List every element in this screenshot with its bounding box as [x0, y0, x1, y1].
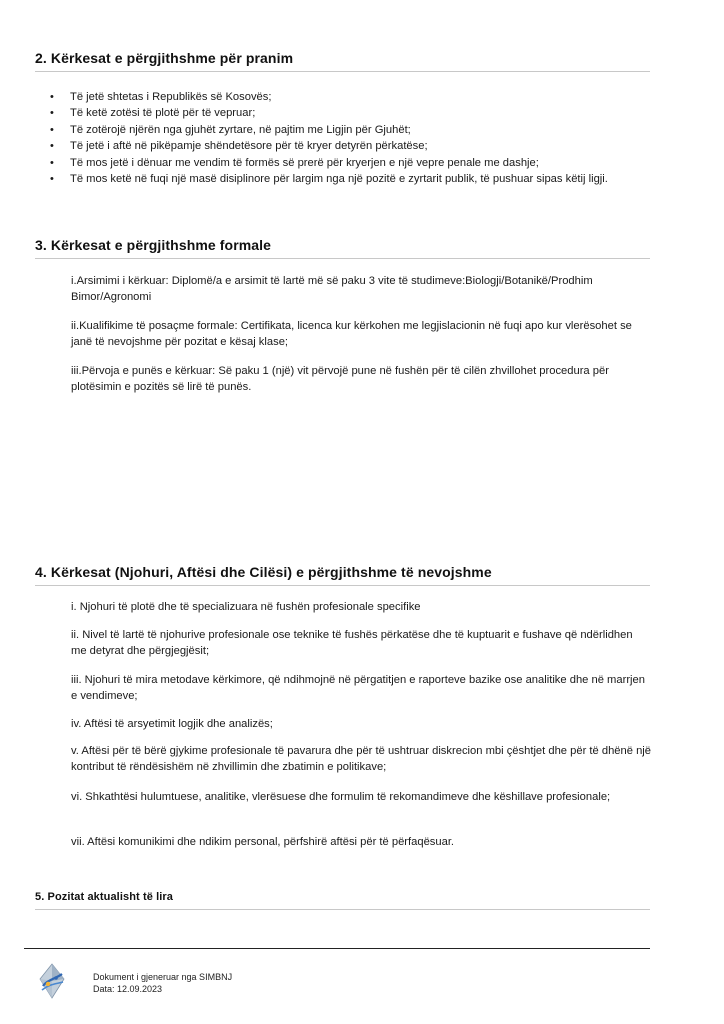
footer-divider — [24, 948, 650, 949]
footer-generated-by: Dokument i gjeneruar nga SIMBNJ — [93, 972, 233, 982]
section-4-para-4: iv. Aftësi të arsyetimit logjik dhe analizës; — [71, 718, 273, 730]
section-3-title: 3. Kërkesat e përgjithshme formale — [35, 237, 650, 259]
section-4-para-2: ii. Nivel të lartë të njohurive profesionale ose teknike të fushës përkatëse dhe të kuptuarit e fushave që ndërlidhen me detyrat dhe përgjegjësit; — [71, 629, 633, 657]
list-item: • Të jetë i aftë në pikëpamje shëndetësore për të kryer detyrën përkatëse; — [50, 138, 650, 154]
section-3-para-3: iii.Përvoja e punës e kërkuar: Së paku 1 (një) vit përvojë pune në fushën për të cilën zhvillohet procedura për plotësimin e pozitës së lirë të punës. — [71, 365, 609, 393]
section-2-title: 2. Kërkesat e përgjithshme për pranim — [35, 50, 650, 72]
section-4-para-3: iii. Njohuri të mira metodave kërkimore, që ndihmojnë në përgatitjen e raporteve bazike ose analitike dhe në marrjen e vendimeve; — [71, 674, 645, 702]
section-3-para-1: i.Arsimimi i kërkuar: Diplomë/a e arsimit të lartë më së paku 3 vite të studimeve:Biologji/Botanikë/Prodhim Bimor/Agronomi — [71, 275, 593, 303]
simbnj-logo-icon — [37, 962, 67, 1000]
list-item: • Të jetë shtetas i Republikës së Kosovës; — [50, 89, 650, 105]
list-item: • Të ketë zotësi të plotë për të vepruar; — [50, 105, 650, 121]
section-3-para-2: ii.Kualifikime të posaçme formale: Certifikata, licenca kur kërkohen me legjislacionin në fuqi apo kur vlerësohet se janë të nevojshme për pozitat e kësaj klase; — [71, 320, 632, 348]
section-4-para-5: v. Aftësi për të bërë gjykime profesionale të pavarura dhe për të ushtruar diskrecion mbi çështjet dhe për të dhënë një kontribut të rëndësishëm në zhvillimin dhe zbatimin e politikave; — [71, 745, 652, 773]
footer-text — [93, 971, 232, 995]
section-4-para-6: vi. Shkathtësi hulumtuese, analitike, vlerësuese dhe formulim të rekomandimeve dhe këshillave profesionale; — [71, 791, 611, 803]
section-5-title: 5. Pozitat aktualisht të lira — [35, 891, 650, 910]
section-4-para-1: i. Njohuri të plotë dhe të specializuara në fushën profesionale specifike — [71, 601, 421, 613]
section-4-title: 4. Kërkesat (Njohuri, Aftësi dhe Cilësi) e përgjithshme të nevojshme — [35, 564, 650, 586]
list-item: • Të mos jetë i dënuar me vendim të formës së prerë për kryerjen e një vepre penale me dashje; — [50, 155, 650, 171]
section-2-list — [50, 89, 650, 187]
section-4-para-7: vii. Aftësi komunikimi dhe ndikim personal, përfshirë aftësi për të përfaqësuar. — [71, 836, 455, 848]
footer-date: Data: 12.09.2023 — [93, 984, 163, 994]
list-item: • Të zotërojë njërën nga gjuhët zyrtare, në pajtim me Ligjin për Gjuhët; — [50, 122, 650, 138]
list-item: • Të mos ketë në fuqi një masë disiplinore për largim nga një pozitë e zyrtarit publik, të pushuar sipas këtij ligji. — [50, 171, 650, 187]
